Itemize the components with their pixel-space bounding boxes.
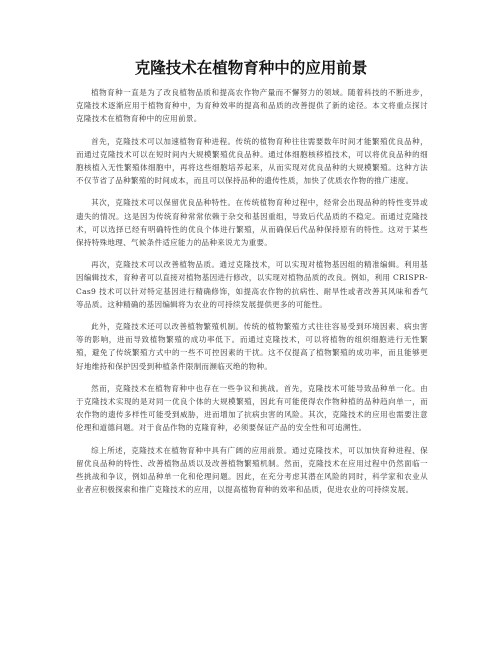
paragraph-conclusion: 综上所述，克隆技术在植物育种中具有广阔的应用前景。通过克隆技术，可以加快育种进程、保留优良品种的特性、改善植物品质以及改善植物繁殖机制。然而，克隆技术在应用过程中仍然面临一些挑战和争议，例如品种单一化和伦理问题。因此，在充分考虑其潜在风险的同时，科学家和农业从业者应积极探索和推广克隆技术的应用，以提高植物育种的效率和品质，促进农业的可持续发展。 bbox=[76, 445, 428, 495]
paragraph-improve-quality: 再次，克隆技术可以改善植物品质。通过克隆技术，可以实现对植物基因组的精准编辑。利用基因编辑技术，育种者可以直接对植物基因进行修改，以实现对植物品质的改良。例如，利用 CRISPR-Cas9 技术可以针对特定基因进行精确修饰，如提高农作物的抗病性、耐旱性或者改善其风味和香气等品质。这种精确的基因编辑将为农业的可持续发展提供更多的可能性。 bbox=[76, 260, 428, 309]
paragraph-propagation: 此外，克隆技术还可以改善植物繁殖机制。传统的植物繁殖方式往往容易受到环境因素、病虫害等的影响，进而导致植物繁殖的成功率低下。而通过克隆技术，可以将植物的组织细胞进行无性繁殖，避免了传统繁殖方式中的一些不可控因素的干扰。这不仅提高了植物繁殖的成功率，而且能够更好地维持和保护因受到种植条件限制而濒临灭绝的物种。 bbox=[76, 322, 428, 371]
document-title: 克隆技术在植物育种中的应用前景 bbox=[134, 59, 368, 77]
paragraph-retain-traits: 其次，克隆技术可以保留优良品种特性。在传统植物育种过程中，经常会出现品种的特性变异或遗失的情况。这是因为传统育种常常依赖于杂交和基因重组，导致后代品质的不稳定。而通过克隆技术，可以选择已经有明确特性的优良个体进行繁殖，从而确保后代品种保持原有的特性。这对于某些保持特殊地理、气候条件适应能力的品种来说尤为重要。 bbox=[76, 198, 428, 248]
paragraph-intro: 植物育种一直是为了改良植物品质和提高农作物产量而不懈努力的领域。随着科技的不断进步，克隆技术逐渐应用于植物育种中，为育种效率的提高和品质的改善提供了新的途径。本文将重点探讨克隆技术在植物育种中的应用前景。 bbox=[76, 88, 428, 124]
document-body bbox=[76, 86, 428, 505]
paragraph-accelerate-breeding: 首先，克隆技术可以加速植物育种进程。传统的植物育种往往需要数年时间才能繁殖优良品种，而通过克隆技术可以在短时间内大规模繁殖优良品种。通过体细胞核移植技术，可以将优良品种的细胞核植入无性繁殖体细胞中，再将这些细胞培养起来，从而实现对优良品种的大规模繁殖。这种方法不仅节省了品种繁殖的时间成本，而且可以保持品种的遗传性质，加快了优质农作物的推广速度。 bbox=[76, 136, 428, 186]
paragraph-challenges: 然而，克隆技术在植物育种中也存在一些争议和挑战。首先，克隆技术可能导致品种单一化。由于克隆技术实现的是对同一优良个体的大规模繁殖，因此有可能使得农作物种植的品种趋向单一，而农作物的遗传多样性可能受到威胁，进而增加了抗病虫害的风险。其次，克隆技术的应用也需要注意伦理和道德问题。对于食品作物的克隆育种，必须要保证产品的安全性和可追溯性。 bbox=[76, 383, 428, 433]
